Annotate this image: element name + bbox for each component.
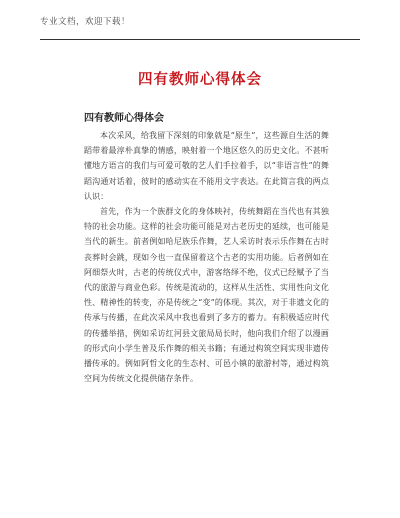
document-title: 四有教师心得体会 bbox=[138, 71, 262, 88]
header-note: 专业文档，欢迎下载！ bbox=[40, 17, 131, 27]
section-heading: 四有教师心得体会 bbox=[84, 113, 164, 124]
document-body bbox=[84, 128, 329, 386]
header-divider bbox=[40, 39, 360, 40]
paragraph: 首先，作为一个族群文化的身体映衬，传统舞蹈在当代也有其独特的社会功能。这样的社会功能可能是对古老历史的延续，也可能是当代的新生。前者例如哈尼族乐作舞，艺人采访时表示乐作舞在古时丧葬时会跳，现如今也一直保留着这个古老的实用功能。后者例如在阿细祭火时，古老的传统仪式中，游客络绎不绝，仪式已经赋予了当代的旅游与商业色彩。传统是流动的，这样从生活性、实用性向文化性、精神性的转变，亦是传统之“变”的体现。其次，对于非遗文化的传承与传播，在此次采风中我也看到了多方的蓄力。有积极适应时代的传播举措，例如采访红河县文旅局局长时，他向我们介绍了以漫画的形式向小学生普及乐作舞的相关书籍；有通过构筑空间实现非遗传播传承的。例如阿哲文化的生态村、可邑小镇的旅游村等，通过构筑空间为传统文化提供储存条件。 bbox=[84, 207, 329, 384]
paragraph: 本次采风，给我留下深刻的印象就是“原生”，这些源自生活的舞蹈带着最淳朴真挚的情感，映射着一个地区悠久的历史文化。不甚听懂地方语言的我们与可爱可敬的艺人们手拉着手，以“非语言性”的舞蹈沟通对话着，彼时的感动实在不能用文字表达。在此简言我的两点认识： bbox=[84, 131, 329, 201]
